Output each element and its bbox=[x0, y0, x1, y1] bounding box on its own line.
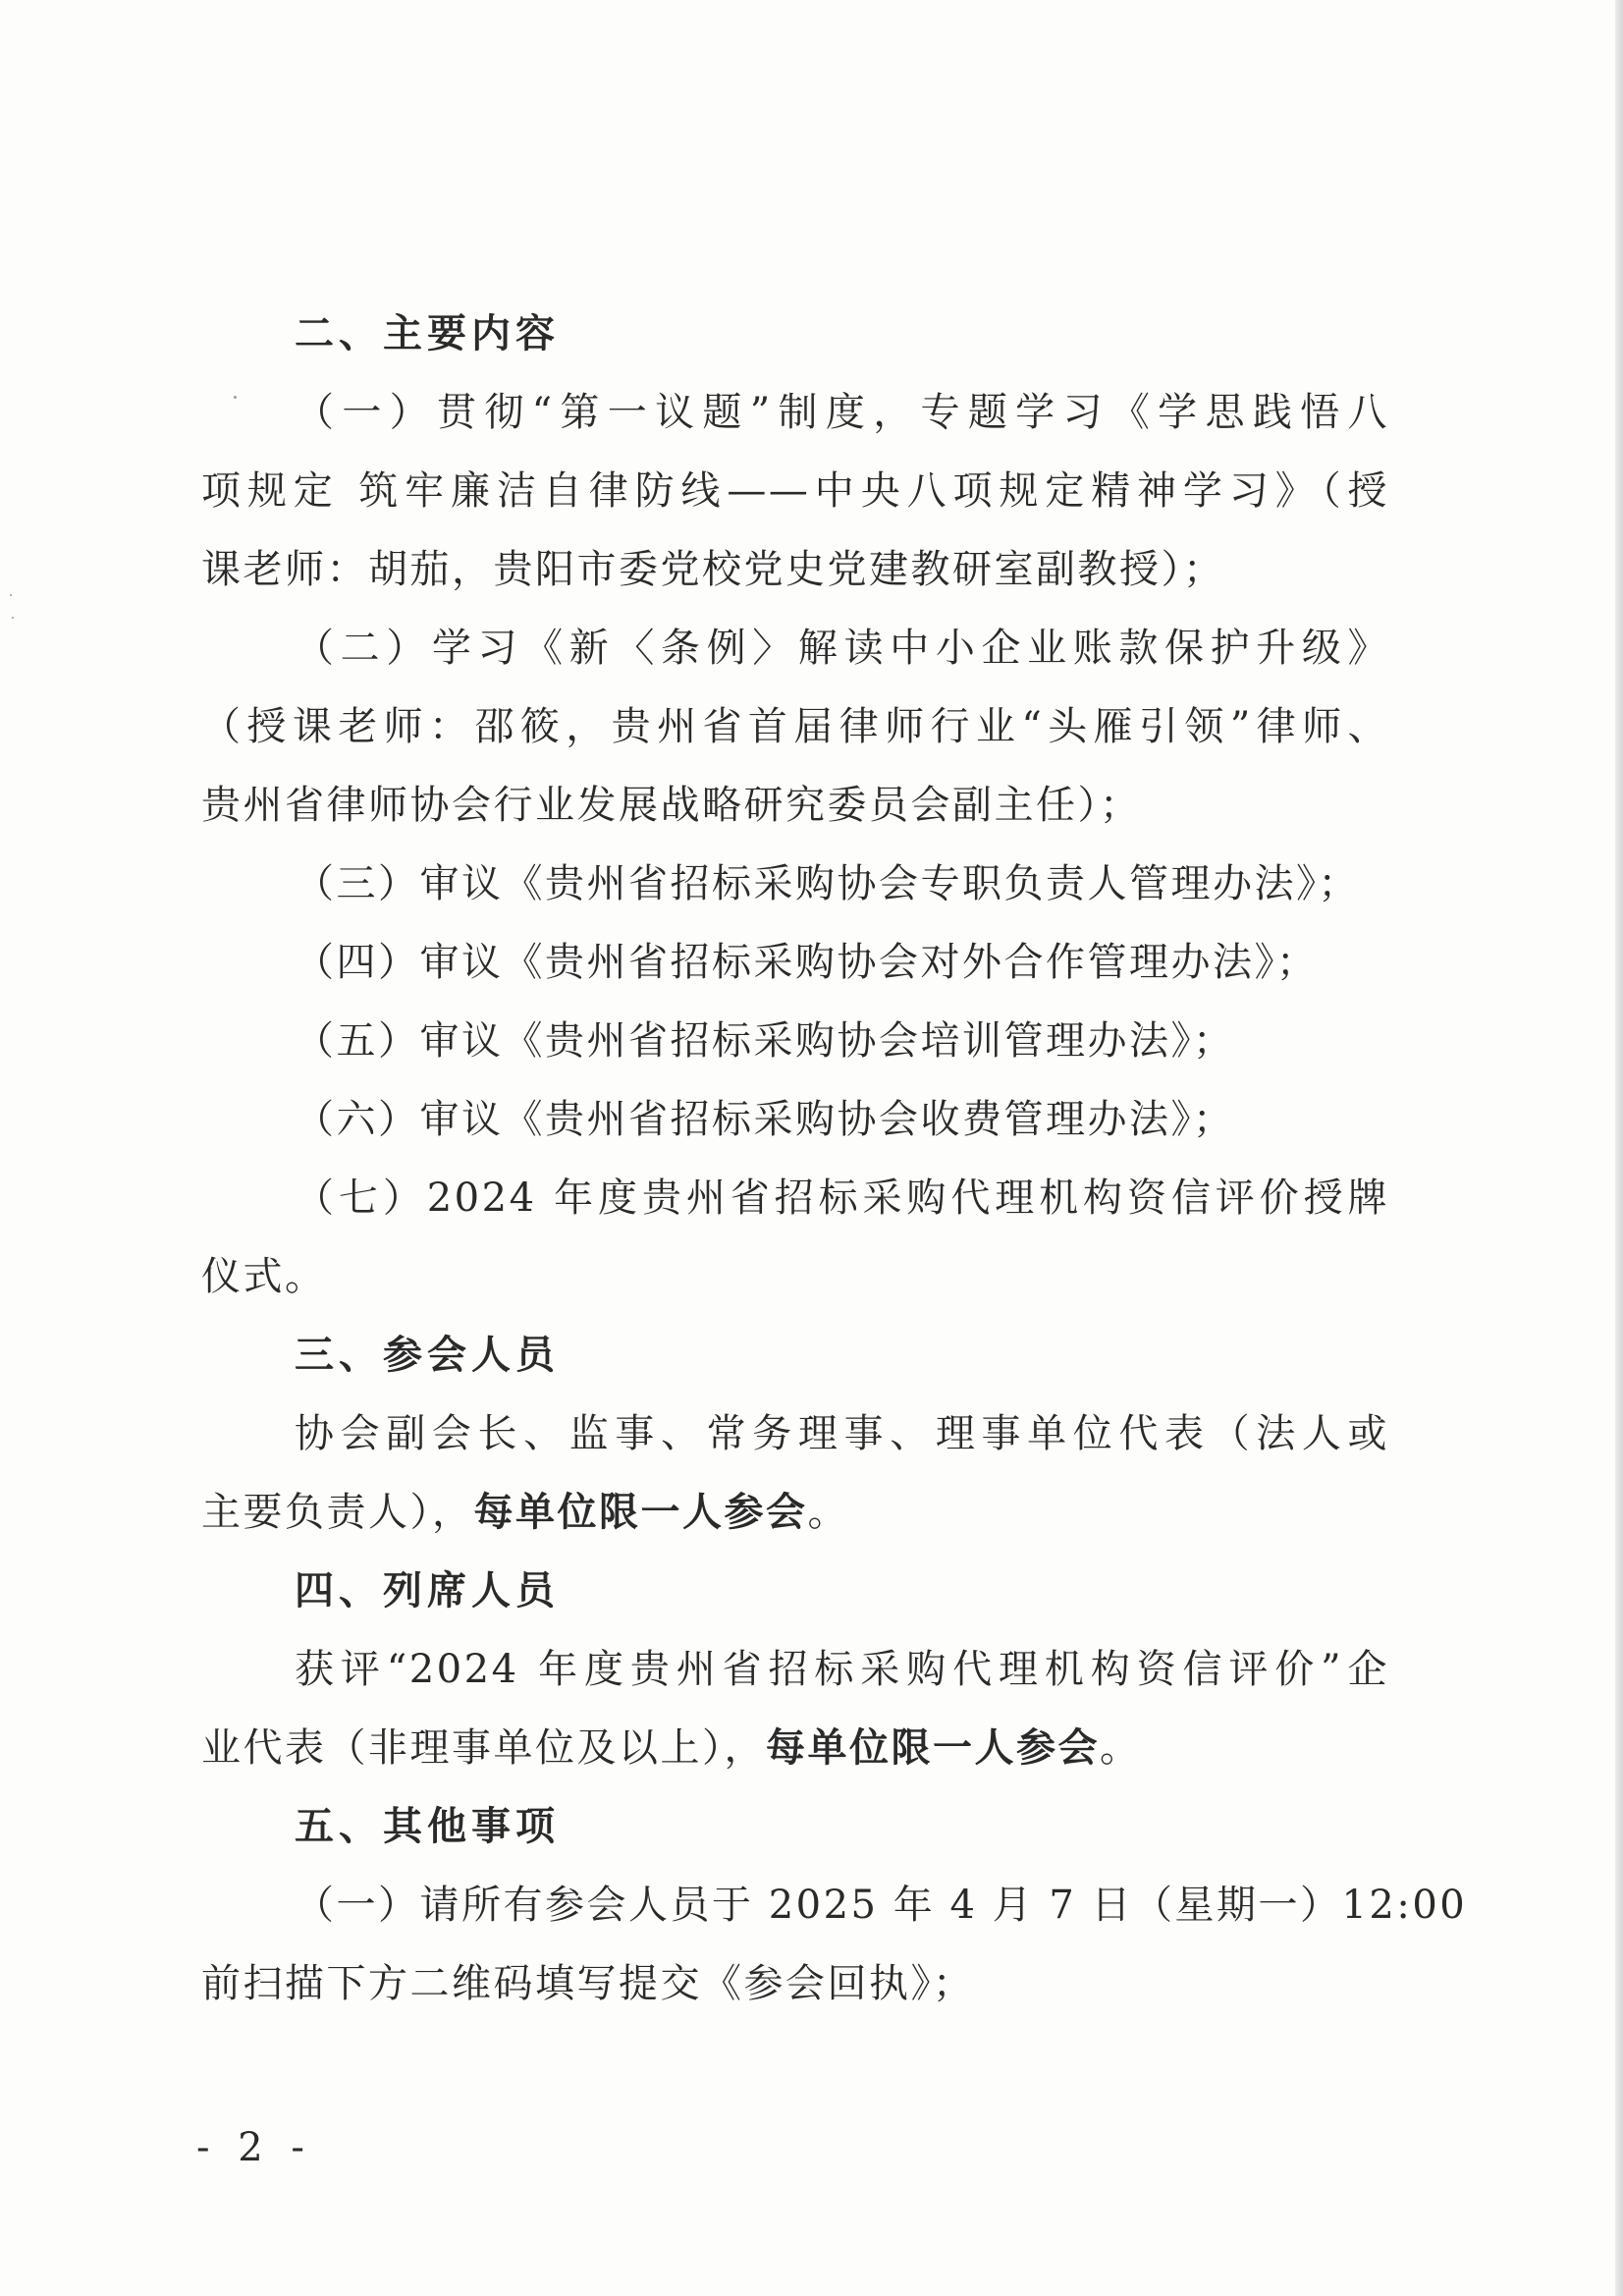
observers-text: 业代表（非理事单位及以上）， bbox=[201, 1725, 766, 1771]
attendees-limit-bold: 每单位限一人参会 bbox=[473, 1489, 808, 1535]
item-2-line-1: （二）学习《新〈条例〉解读中小企业账款保护升级》 bbox=[295, 626, 1389, 671]
item-1-line-1: （一）贯彻“第一议题”制度，专题学习《学思践悟八 bbox=[295, 390, 1389, 435]
section-heading-main-content: 二、主要内容 bbox=[295, 311, 560, 356]
document-body bbox=[201, 295, 1468, 2023]
section-heading-other-matters: 五、其他事项 bbox=[295, 1804, 560, 1849]
observers-line-1: 获评“2024 年度贵州省招标采购代理机构资信评价”企 bbox=[295, 1647, 1389, 1692]
attendees-period: 。 bbox=[807, 1490, 849, 1535]
scan-speck bbox=[10, 594, 12, 596]
item-7-line-1: （七）2024 年度贵州省招标采购代理机构资信评价授牌 bbox=[295, 1175, 1389, 1221]
attendees-line-2 bbox=[201, 1473, 1389, 1552]
section-heading-attendees: 三、参会人员 bbox=[295, 1333, 560, 1378]
page-number: - 2 - bbox=[196, 2125, 312, 2170]
observers-period: 。 bbox=[1100, 1725, 1142, 1771]
attendees-line-1: 协会副会长、监事、常务理事、理事单位代表（法人或 bbox=[295, 1411, 1389, 1456]
item-3: （三）审议《贵州省招标采购协会专职负责人管理办法》； bbox=[295, 861, 1360, 906]
attendees-text: 主要负责人）， bbox=[201, 1490, 474, 1535]
observers-line-2 bbox=[201, 1709, 1389, 1787]
section-heading-observers: 四、列席人员 bbox=[295, 1568, 560, 1613]
scan-speck bbox=[12, 617, 14, 619]
item-2-line-2: （授课老师：邵筱，贵州省首届律师行业“头雁引领”律师、 bbox=[201, 704, 1389, 749]
item-6: （六）审议《贵州省招标采购协会收费管理办法》； bbox=[295, 1097, 1235, 1142]
scan-edge-shadow bbox=[1615, 0, 1623, 2296]
other-item-1-line-1: （一）请所有参会人员于 2025 年 4 月 7 日（星期一）12:00 bbox=[295, 1883, 1468, 1928]
other-item-1-line-2: 前扫描下方二维码填写提交《参会回执》； bbox=[201, 1961, 975, 2006]
item-2-line-3: 贵州省律师协会行业发展战略研究委员会副主任）； bbox=[201, 783, 1142, 828]
item-5: （五）审议《贵州省招标采购协会培训管理办法》； bbox=[295, 1018, 1235, 1064]
item-4: （四）审议《贵州省招标采购协会对外合作管理办法》； bbox=[295, 940, 1319, 985]
item-7-line-2: 仪式。 bbox=[201, 1254, 327, 1299]
item-1-line-3: 课老师：胡茄，贵阳市委党校党史党建教研室副教授）； bbox=[201, 547, 1225, 592]
item-1-line-2: 项规定 筑牢廉洁自律防线——中央八项规定精神学习》（授 bbox=[201, 468, 1389, 514]
observers-limit-bold: 每单位限一人参会 bbox=[766, 1724, 1100, 1771]
